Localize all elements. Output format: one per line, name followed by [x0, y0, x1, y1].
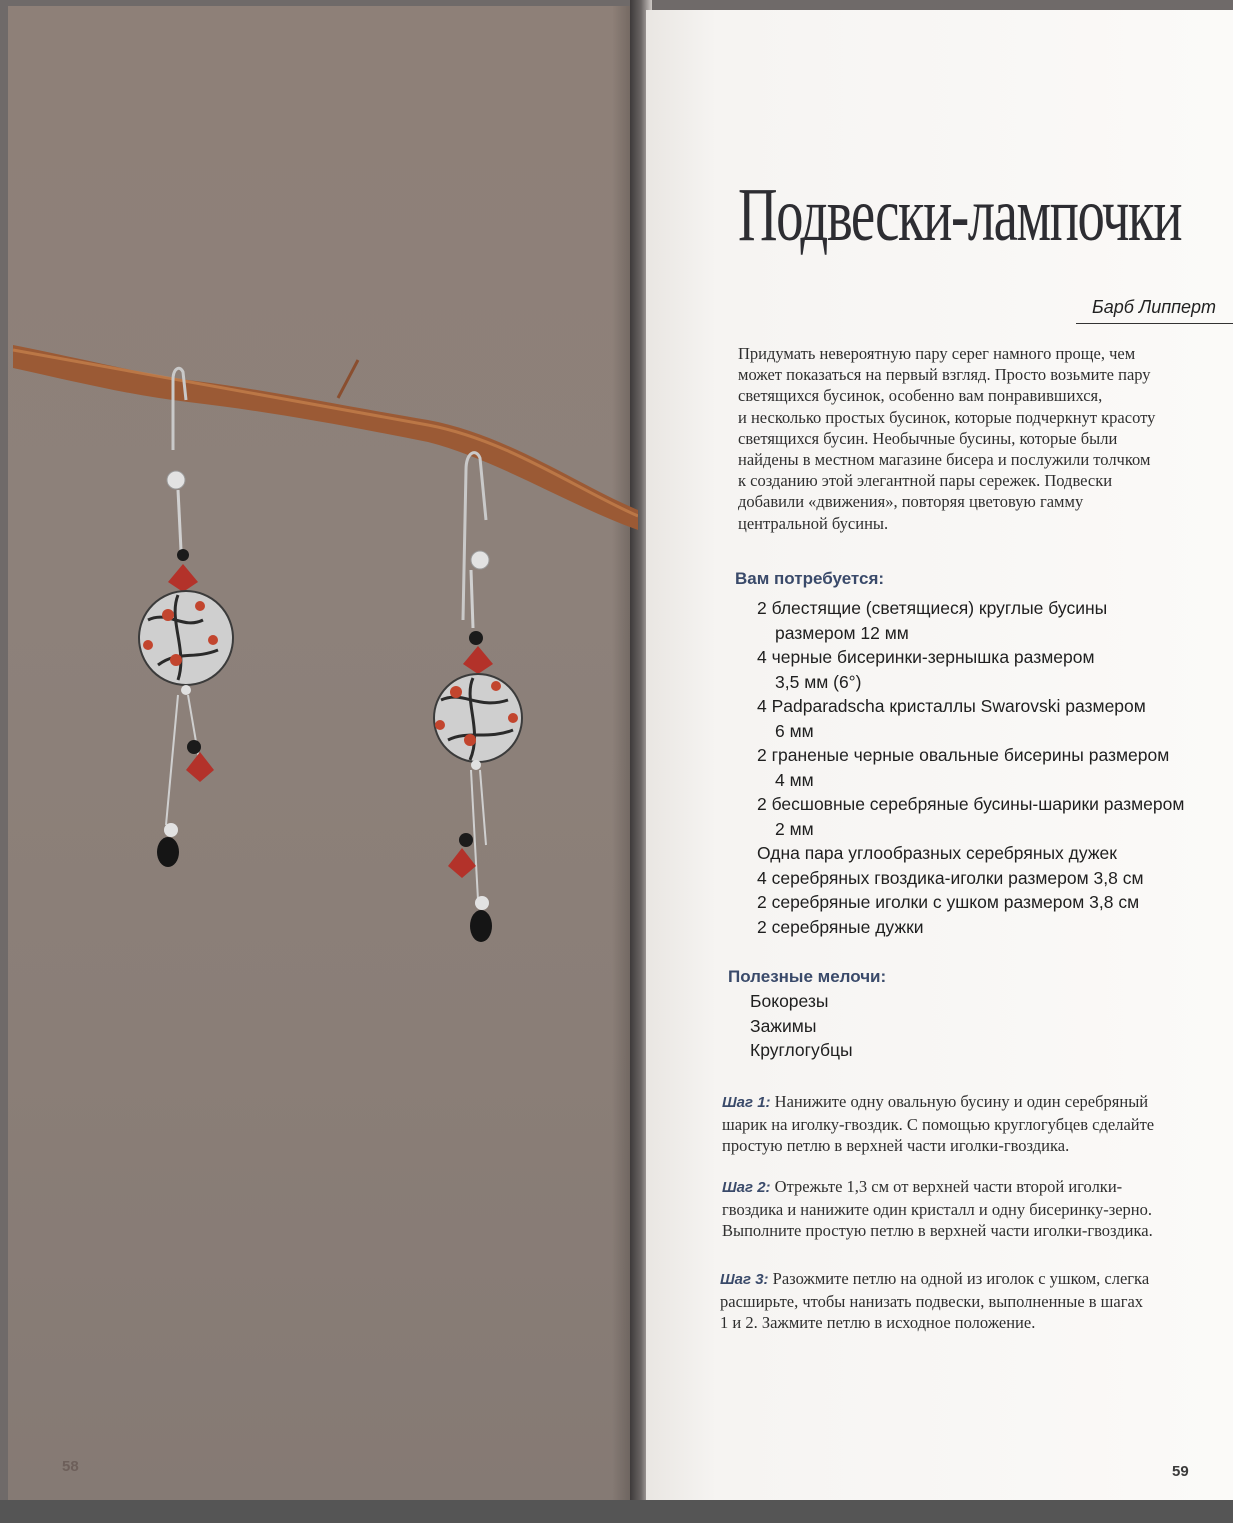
materials-item: 2 бесшовные серебряные бусины-шарики размером — [757, 794, 1185, 814]
page-number-right: 59 — [1172, 1463, 1189, 1480]
page-title: Подвески-лампочки — [738, 173, 1182, 257]
scan-edge — [0, 1500, 1233, 1523]
tools-item: Бокорезы — [750, 991, 829, 1011]
step-text: простую петлю в верхней части иголки-гвоздика. — [722, 1136, 1070, 1155]
author-rule — [1076, 323, 1233, 324]
materials-item: 2 граненые черные овальные бисерины размером — [757, 745, 1170, 765]
step-text: Выполните простую петлю в верхней части иголки-гвоздика. — [722, 1221, 1153, 1240]
right-earring — [434, 453, 522, 942]
intro-line: светящихся бусин. Необычные бусины, которые были — [738, 428, 1118, 448]
step-text: Разожмите петлю на одной из иголок с ушком, слегка — [768, 1269, 1150, 1288]
intro-line: и несколько простых бусинок, которые подчеркнут красоту — [738, 407, 1156, 427]
left-earring — [139, 368, 233, 867]
step-text: расширьте, чтобы нанизать подвески, выполненные в шагах — [720, 1291, 1144, 1311]
intro-line: добавили «движения», повторяя цветовую гамму — [738, 492, 1084, 512]
step-1 — [722, 1091, 1202, 1157]
step-text: Отрежьте 1,3 см от верхней части второй иголки- — [770, 1177, 1123, 1196]
step-2 — [722, 1176, 1202, 1242]
materials-item: размером 12 мм — [775, 622, 909, 643]
step-text: гвоздика и нанижите один кристалл и одну бисеринку-зерно. — [722, 1199, 1152, 1219]
tools-item: Круглогубцы — [750, 1040, 853, 1060]
materials-item: 2 серебряные иголки с ушком размером 3,8 см — [757, 892, 1140, 912]
materials-item: Одна пара углообразных серебряных дужек — [757, 843, 1117, 863]
step-3 — [720, 1268, 1200, 1334]
materials-list — [757, 596, 1184, 939]
earrings-photo — [8, 320, 638, 1000]
intro-line: Придумать невероятную пару серег намного проще, чем — [738, 344, 1136, 363]
materials-item: 4 Padparadscha кристаллы Swarovski размером — [757, 696, 1146, 716]
materials-item: 4 серебряных гвоздика-иголки размером 3,8 см — [757, 867, 1144, 888]
materials-item: 2 мм — [775, 818, 814, 839]
step-text: Нанижите одну овальную бусину и один серебряный — [770, 1092, 1149, 1111]
intro-line: найдены в местном магазине бисера и послужили толчком — [738, 450, 1151, 470]
materials-item: 4 черные бисеринки-зернышка размером — [757, 647, 1095, 667]
materials-item: 4 мм — [775, 769, 814, 790]
tools-item: Зажимы — [750, 1015, 817, 1036]
materials-item: 2 серебряные дужки — [757, 916, 924, 937]
materials-heading: Вам потребуется: — [735, 569, 885, 588]
intro-line: светящихся бусинок, особенно вам понравившихся, — [738, 386, 1103, 406]
intro-line: может показаться на первый взгляд. Просто возьмите пару — [738, 365, 1151, 385]
materials-item: 2 блестящие (светящиеся) круглые бусины — [757, 598, 1108, 618]
step-text: шарик на иголку-гвоздик. С помощью круглогубцев сделайте — [722, 1114, 1155, 1134]
materials-item: 3,5 мм (6°) — [775, 671, 862, 692]
intro-line: центральной бусины. — [738, 513, 889, 533]
branch — [13, 345, 638, 530]
intro-paragraph — [738, 343, 1208, 534]
step-label: Шаг 3: — [720, 1271, 769, 1288]
intro-line: к созданию этой элегантной пары сережек. Подвески — [738, 471, 1113, 491]
page-number-left: 58 — [62, 1458, 79, 1475]
tools-heading: Полезные мелочи: — [728, 967, 887, 986]
step-label: Шаг 2: — [722, 1179, 771, 1196]
tools-list — [750, 989, 853, 1063]
step-label: Шаг 1: — [722, 1094, 771, 1111]
materials-item: 6 мм — [775, 720, 814, 741]
step-text: 1 и 2. Зажмите петлю в исходное положение. — [720, 1313, 1036, 1332]
author-name: Барб Липперт — [1092, 297, 1217, 317]
